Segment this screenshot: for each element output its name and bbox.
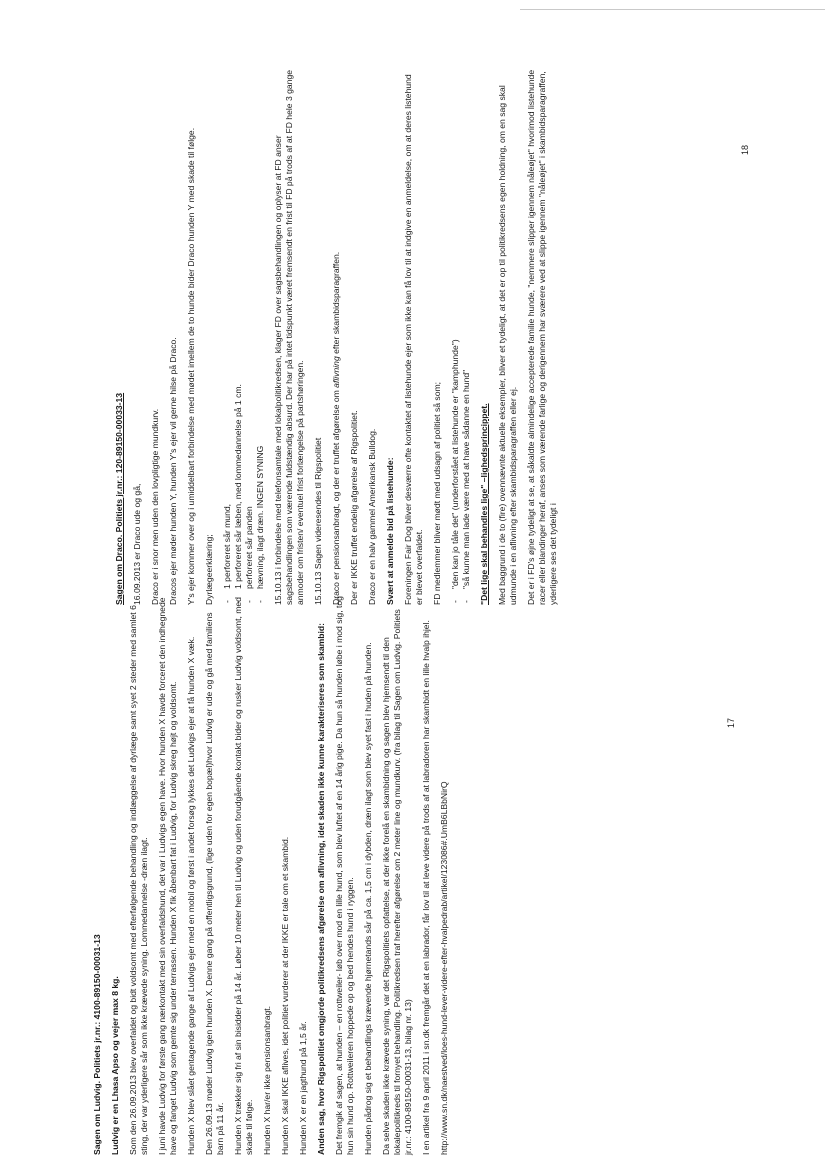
right-page-number: 18 xyxy=(740,144,750,155)
right-section-heading: "Det lige skal behandles lige" –lighedsprincippet. xyxy=(479,403,489,605)
scan-edge-line xyxy=(520,9,825,10)
text-span: Draco er pensionsanbragt, og der er truffet afgørelse om xyxy=(331,387,341,605)
list-item: - 1 perforeret sår mund, xyxy=(222,65,233,605)
left-paragraph: Hunden pådrog sig et behandlings krævende hjørnetands sår på ca. 1,5 cm i dybden, dræn ilagt som blev syet fast i huden på hunden. xyxy=(363,642,373,1155)
text-span-italic: aflivning xyxy=(331,356,341,388)
list-item: - 1 perforeret sår læben, med lommedannelse på 1 cm. xyxy=(233,65,244,605)
vet-findings-list xyxy=(222,65,266,605)
left-section-heading: Anden sag, hvor Rigspolitiet omgjorde politikredsens afgørelse om aflivning, idet skaden ikke kunne karakteriseres som skambid: xyxy=(316,622,326,1155)
police-quotes-list xyxy=(450,65,472,605)
right-paragraph: 15.10.13 i forbindelse med telefonsamtale med lokalpolitikredsen, klager FD over sagsbehandlingen og oplyser at FD anser sagsbehandlingen som værende fuldstændig absurd. Der har på intet tidspunkt været fremsendt en frist til FD på trods af at FD hele 3 gange anmoder om fristen/ eventuel frist forlængelse på partshøringen. xyxy=(273,69,305,605)
article-link[interactable]: http://www.sn.dk/naestved/loes-hund-lever-videre-efter-hvalpedrab/artikel/123086#.UmB6LBbNirQ xyxy=(439,781,449,1155)
right-paragraph: Draco er en halv gammel Amerikansk Bulldog. xyxy=(367,428,377,605)
right-paragraph xyxy=(331,65,342,605)
right-paragraph: Draco er i snor men uden den lovpligtige mundkurv. xyxy=(150,408,160,605)
left-paragraph: Hunden X har/er ikke pensionsanbragt. xyxy=(262,1005,272,1155)
left-page-number: 17 xyxy=(726,717,736,728)
list-item: - "så kunne man lade være med at have sådanne en hund" xyxy=(461,65,472,605)
left-paragraph: I en artikel fra 9 april 2011 i sn.dk fremgår det at en labrador, får lov til at leve videre på trods af at labradoren har skambidt en lille hvalp ihjel. xyxy=(421,620,431,1155)
left-paragraph: Hunden X blev slået gentagende gange af Ludvigs ejer med en mobil og først i andet forsøg lykkes det Ludvigs ejer at få hunden X væk. xyxy=(186,636,196,1155)
right-paragraph: Det er i FD's øjne tydeligt at se, at såkaldte almindelige accepterede familie hunde, "nemmere slipper igennem nåleøjet" hvorimod listehunde racer eller blandinger heraf, anses som værende farlige og derigennem har sværere ved at slippe igennem "nåleøjet" i skambidsparagraffen, yderligere ses det tydeligt i xyxy=(526,69,558,605)
left-subheading: Ludvig er en Lhasa Apso og vejer max 8 kg. xyxy=(110,976,120,1155)
left-page-text xyxy=(92,595,457,1155)
right-heading: Sagen om Draco. Politiets jr.nr.: 120-89150-00033-13 xyxy=(114,392,124,605)
left-paragraph: Hunden X er en jagthund på 1,5 år. xyxy=(298,1021,308,1155)
list-item: - hævning, ilagt dræn. INGEN SYNING xyxy=(255,65,266,605)
left-paragraph: Da selve skaden ikke krævede syning, var det Rigspolitiets opfattelse, at der ikke forelå en skambidning og sagen blev hjemsendt til den lokalepolitikreds til fornyet behandling. Politikredsen traf herefter afgørelse om 2 meter line og mundkurv. (fra bilag til Sagen om Ludvig. Politiets jr.nr.: 4100-89150-00031-13, bilag nr. 13) xyxy=(381,609,413,1155)
right-paragraph: Foreningen Fair Dog bliver desværre ofte kontaktet af listehunde ejer som ikke kan få lov til at indgive en anmeldelse, om at deres listehund er blevet overfaldet. xyxy=(403,74,424,605)
left-paragraph: I juni havde Ludvig for første gang nærkontakt med sin overfaldshund, det var i Ludvigs egen have. Hvor hunden X havde forceret den indhegnede have og fanget Ludvig som gemte sig under terrassen. Hunden X fik åbenbart fat i Ludvig, for Ludvig skreg højt og voldsomt. xyxy=(157,597,178,1155)
left-paragraph: Hunden X skal IKKE aflives, idet politiet vurderer at der IKKE er tale om et skambid. xyxy=(280,836,290,1155)
left-paragraph: Som den 26.09.2013 blev overfaldet og bidt voldsomt med efterfølgende behandling og indlæggelse af dyrlæge samt syet 2 steder med samlet 6 sting, der var yderligere sår som ikke krævede syning. Lommedannelse -dræn ilagt. xyxy=(128,605,149,1155)
left-heading: Sagen om Ludvig. Politiets jr.nr.: 4100-89150-00031-13 xyxy=(92,934,102,1155)
right-paragraph: Dracos ejer møder hunden Y, hunden Y's ejer vil gerne hilse på Draco. xyxy=(168,337,178,605)
right-paragraph: 16.09.2013 er Draco ude og gå, xyxy=(132,483,142,605)
left-paragraph: Det fremgik af sagen, at hunden – en rottweiler- løb over mod en lille hund, som blev luftet af en 14 årig pige. Da hun så hunden løbe i mod sig, tog hun sin hund op. Rottweileren hoppede op og bed hendes hund i ryggen. xyxy=(334,596,355,1155)
right-paragraph: 15.10.13 Sagen videresendes til Rigspolitiet xyxy=(313,437,323,605)
text-span: efter skambidsparagraffen. xyxy=(331,251,341,357)
right-paragraph: Dyrlægeerklæring; xyxy=(204,534,214,605)
list-item: - "den kan jo tåle det" (underforstået at listehunde er "kamphunde") xyxy=(450,65,461,605)
right-page-text xyxy=(114,65,566,605)
left-paragraph: Hunden X trækker sig fri af sin bisidder på 14 år. Løber 10 meter hen til Ludvig og uden forudgående kontakt bider og rusker Ludvig voldsomt, med skade til følge. xyxy=(233,597,254,1155)
right-paragraph: Med baggrund i de to (fire) ovennævnte aktuelle eksempler, bliver et tydeligt, at det er op til politikredsens egen holdning, om en sag skal udmunde i en aflivning efter skambidsparagraffen eller ej. xyxy=(497,85,518,605)
right-paragraph: Der er IKKE truffet endelig afgørelse af Rigspolitiet. xyxy=(349,410,359,605)
list-item: - perforeret sår panden xyxy=(244,65,255,605)
right-section-heading: Svært at anmelde bid på listehunde: xyxy=(385,457,395,605)
right-paragraph: FD medlemmer bliver mødt med udsagn af politiet så som; xyxy=(432,381,442,605)
left-paragraph: Den 26.09.13 møder Ludvig igen hunden X. Denne gang på offentligsgrund, (lige uden for egen bopæl)hvor Ludvig er ude og gå med familiens barn på 11 år. xyxy=(204,612,225,1155)
right-paragraph: Y's ejer kommer over og i umiddelbart forbindelse med mødet imellem de to hunde bider Draco hunden Y med skade til følge. xyxy=(186,127,196,605)
